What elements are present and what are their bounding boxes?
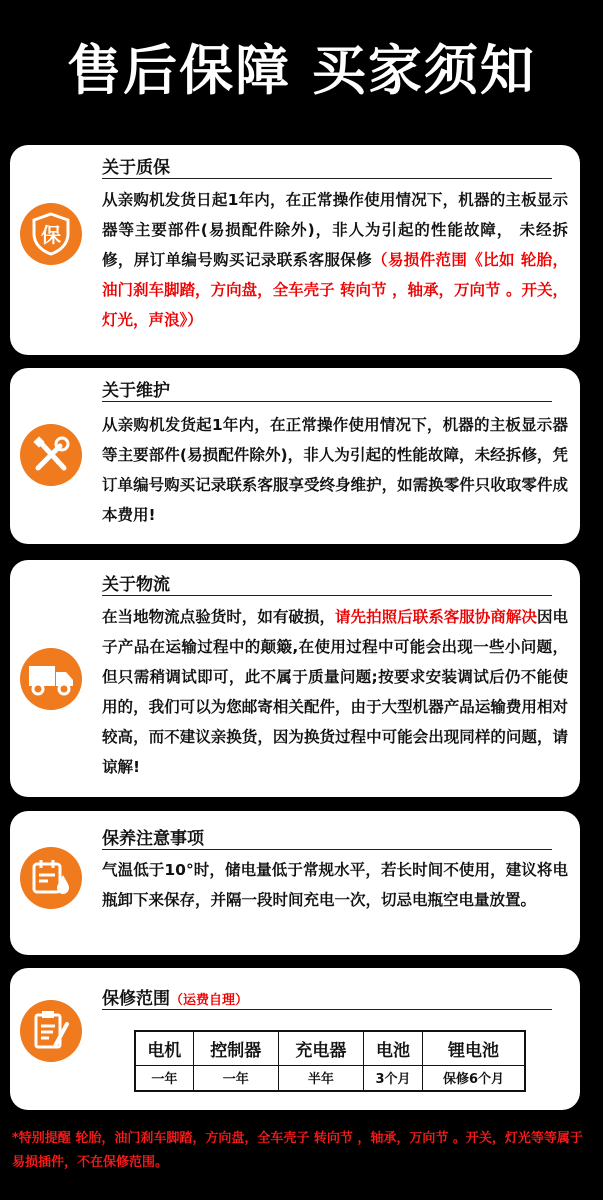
warranty-scope-table <box>134 1030 526 1092</box>
clipboard-pen-icon <box>20 1000 82 1062</box>
table-cell: 3个月 <box>363 1065 422 1091</box>
logistics-card <box>10 560 580 797</box>
care-body: 气温低于10°时，储电量低于常规水平，若长时间不使用，建议将电瓶卸下来保存，并隔一段时间充电一次，切忌电瓶空电量放置。 <box>102 861 568 909</box>
table-cell: 半年 <box>278 1065 363 1091</box>
warranty-title: 关于质保 <box>102 158 170 178</box>
title-divider <box>102 595 552 596</box>
calendar-drop-icon <box>20 847 82 909</box>
title-divider <box>102 1009 552 1010</box>
table-header-cell: 充电器 <box>278 1031 363 1065</box>
logistics-title: 关于物流 <box>102 575 170 595</box>
table-cell: 保修6个月 <box>423 1065 525 1091</box>
warranty-card <box>10 145 580 355</box>
maintenance-title: 关于维护 <box>102 381 170 401</box>
table-header-row <box>135 1031 525 1065</box>
table-header-cell: 电池 <box>363 1031 422 1065</box>
logistics-body <box>102 602 568 782</box>
scope-title <box>102 984 248 1009</box>
logistics-red-note: 请先拍照后联系客服协商解决 <box>335 608 537 626</box>
care-card <box>10 811 580 955</box>
maintenance-card <box>10 368 580 544</box>
warranty-body <box>102 185 568 335</box>
scope-title-text: 保修范围 <box>102 989 170 1009</box>
warranty-red-note: （易损件范围《比如 轮胎，油门刹车脚踏，方向盘，全车壳子 转向节 ，轴承，万向节 。开关，灯光，声浪》） <box>102 251 568 329</box>
logistics-text-pre: 在当地物流点验货时，如有破损， <box>102 608 335 626</box>
title-divider <box>102 178 552 179</box>
title-divider <box>102 849 552 850</box>
scope-card <box>10 968 580 1110</box>
shield-label: 保 <box>41 223 61 247</box>
table-header-cell: 电机 <box>135 1031 193 1065</box>
title-divider <box>102 401 552 402</box>
truck-icon <box>20 648 82 710</box>
scope-title-note: （运费自理） <box>170 993 249 1008</box>
page-title: 售后保障 买家须知 <box>67 39 536 102</box>
table-header-cell: 控制器 <box>193 1031 278 1065</box>
shield-bao-icon <box>20 203 82 265</box>
table-cell: 一年 <box>135 1065 193 1091</box>
table-row <box>135 1065 525 1091</box>
logistics-text-post: 因电子产品在运输过程中的颠簸,在使用过程中可能会出现一些小问题，但只需稍调试即可，此不属于质量问题;按要求安装调试后仍不能使用的，我们可以为您邮寄相关配件，由于大型机器产品运输费用相对较高，而不建议亲换货，因为换货过程中可能会出现同样的问题，请谅解! <box>102 608 568 776</box>
table-cell: 一年 <box>193 1065 278 1091</box>
tools-icon <box>20 424 82 486</box>
warranty-text: 从亲购机发货日起1年内，在正常操作使用情况下，机器的主板显示器等主要部件(易损配件除外)，非人为引起的性能故障， 未经拆修，屏订单编号购买记录联系客服保修 <box>102 191 568 269</box>
table-header-cell: 锂电池 <box>423 1031 525 1065</box>
special-reminder-note: *特别提醒 轮胎，油门刹车脚踏，方向盘，全车壳子 转向节 ，轴承，万向节 。开关，灯光等等属于易损插件，不在保修范围。 <box>12 1131 583 1170</box>
care-title: 保养注意事项 <box>102 829 204 849</box>
maintenance-body: 从亲购机发货起1年内，在正常操作使用情况下，机器的主板显示器等主要部件(易损配件除外)，非人为引起的性能故障，未经拆修，凭订单编号购买记录联系客服享受终身维护，如需换零件只收取零件成本费用! <box>102 416 568 524</box>
